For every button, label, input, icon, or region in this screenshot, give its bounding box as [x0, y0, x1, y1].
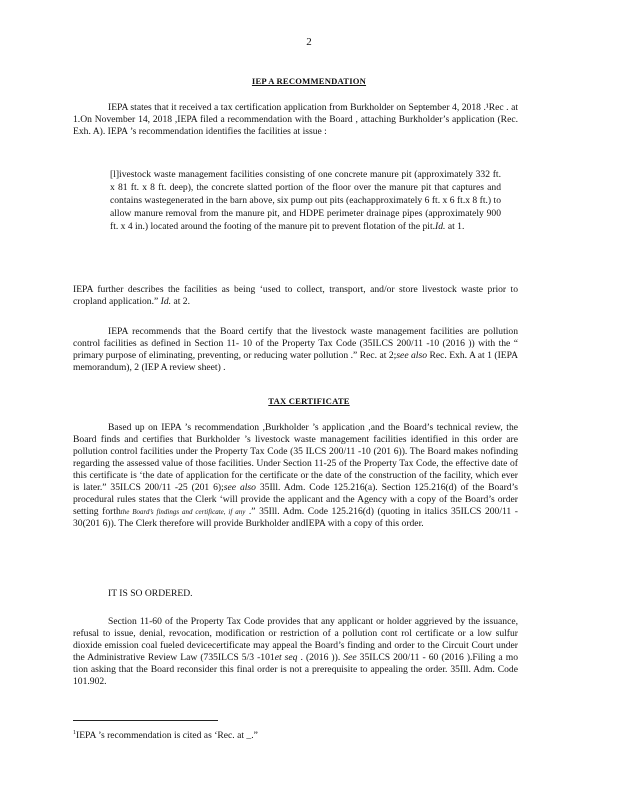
- page-number: 2: [306, 36, 312, 48]
- footnote-mark: 1: [73, 729, 76, 736]
- paragraph-section-11-60-see: See: [343, 652, 357, 663]
- paragraph-based-upon-c: .” 35Ill. Adm. Code 125.216(d) (quoting in italics 35ILCS 200/11 - 30(201 6)). The Clerk therefore will provide Burkholder andIEPA with a copy of this order.: [73, 506, 518, 529]
- paragraph-further-describes: [73, 284, 518, 308]
- paragraph-section-11-60-a: Section 11-60 of the Property Tax Code provides that any applicant or holder aggrieved by the issuance, refusal to issue, denial, revocation, modification or restriction of a pollution cont rol certificate or a low sulfur dioxide emission coal fueled devicecertificate may appeal the Board’s finding and order to the Circuit Court under the Administrative Review Law (735ILCS 5/3 -101: [73, 616, 518, 663]
- footnote-1: [73, 730, 258, 742]
- block-quote-facilities: [110, 168, 501, 233]
- paragraph-iepa-states: [73, 102, 518, 138]
- heading-tax-certificate: TAX CERTIFICATE: [268, 396, 350, 406]
- block-quote-cite-id: Id.: [435, 221, 446, 232]
- paragraph-based-upon-b: 35Ill. Adm. Code 125.216(a). Section 125.216(d) of the Board’s procedural rules states that the Clerk ‘will provide the applicant and the Agency with a copy of the Board’s order setting forth: [73, 482, 518, 517]
- footnote-text: IEPA ’s recommendation is cited as ‘Rec. at _.”: [76, 730, 258, 741]
- paragraph-based-upon-a: Based up on IEPA ’s recommendation ,Burkholder ’s application ,and the Board’s technical review, the Board finds and certifies that Burkholder ’s livestock waste management facilities identified in this order are pollution control facilities under the Property Tax Code (35 ILCS 200/11 -10 (201 6)). The Board makes nofinding regarding the assessed value of those facilities. Under Section 11-25 of the Property Tax Code, the effective date of this certificate is ‘the date of application for the certificate or the date of the construction of the facility, which ever is later.” 35ILCS 200/11 -25 (201 6);: [73, 422, 518, 493]
- paragraph-iepa-states-text: IEPA states that it received a tax certification application from Burkholder on September 4, 2018 .¹Rec . at 1.On November 14, 2018 ,IEPA filed a recommendation with the Board , attaching Burkholder’s application (Rec. Exh. A). IEPA ’s recommendation identifies the facilities at issue :: [73, 102, 518, 137]
- heading-iepa-recommendation: IEP A RECOMMENDATION: [251, 76, 367, 86]
- paragraph-based-upon-see-also: see also: [223, 482, 256, 493]
- paragraph-further-describes-b: at 2.: [171, 296, 190, 307]
- block-quote-text: [l]ivestock waste management facilities consisting of one concrete manure pit (approximately 332 ft. x 81 ft. x 8 ft. deep), the concrete slatted portion of the floor over the manure pit that captures and contains wastegenerated in the barn above, six pump out pits (eachapproximately 6 ft. x 6 ft.x 8 ft.) to allow manure removal from the manure pit, and HDPE perimeter drainage pipes (approximately 900 ft. x 4 in.) located around the footing of the manure pit to prevent flotation of the pit.: [110, 169, 501, 232]
- paragraph-section-11-60: [73, 616, 518, 688]
- paragraph-iepa-recommends: [73, 326, 518, 374]
- paragraph-iepa-recommends-b: Rec. Exh. A at 1 (IEPA memorandum), 2 (IEP A review sheet) .: [73, 350, 519, 373]
- paragraph-section-11-60-c: 35ILCS 200/11 - 60 (2016 ).Filing a mo tion asking that the Board reconsider this final order is not a prerequisite to appealing the order. 35Ill. Adm. Code 101.902.: [73, 652, 518, 687]
- paragraph-based-upon-quoted-italics: the Board’s findings and certificate, if any: [120, 508, 246, 516]
- paragraph-section-11-60-et-seq: et seq: [274, 652, 298, 663]
- footnote-divider: [73, 720, 218, 721]
- block-quote-cite-end: at 1.: [445, 221, 465, 232]
- paragraph-iepa-recommends-see-also: see also: [396, 350, 428, 361]
- paragraph-further-describes-id: Id.: [160, 296, 172, 307]
- paragraph-further-describes-a: IEPA further describes the facilities as being ‘used to collect, transport, and/or store livestock waste prior to cropland application.”: [73, 284, 518, 307]
- paragraph-iepa-recommends-a: IEPA recommends that the Board certify that the livestock waste management facilities are pollution control facilities as defined in Section 11- 10 of the Property Tax Code (35ILCS 200/11 -10 (2016 )) with the “ primary purpose of eliminating, preventing, or reducing water pollution .” Rec. at 2;: [73, 326, 518, 361]
- paragraph-section-11-60-b: . (2016 )).: [297, 652, 341, 663]
- paragraph-based-upon: [73, 422, 518, 530]
- paragraph-so-ordered: IT IS SO ORDERED.: [108, 588, 193, 599]
